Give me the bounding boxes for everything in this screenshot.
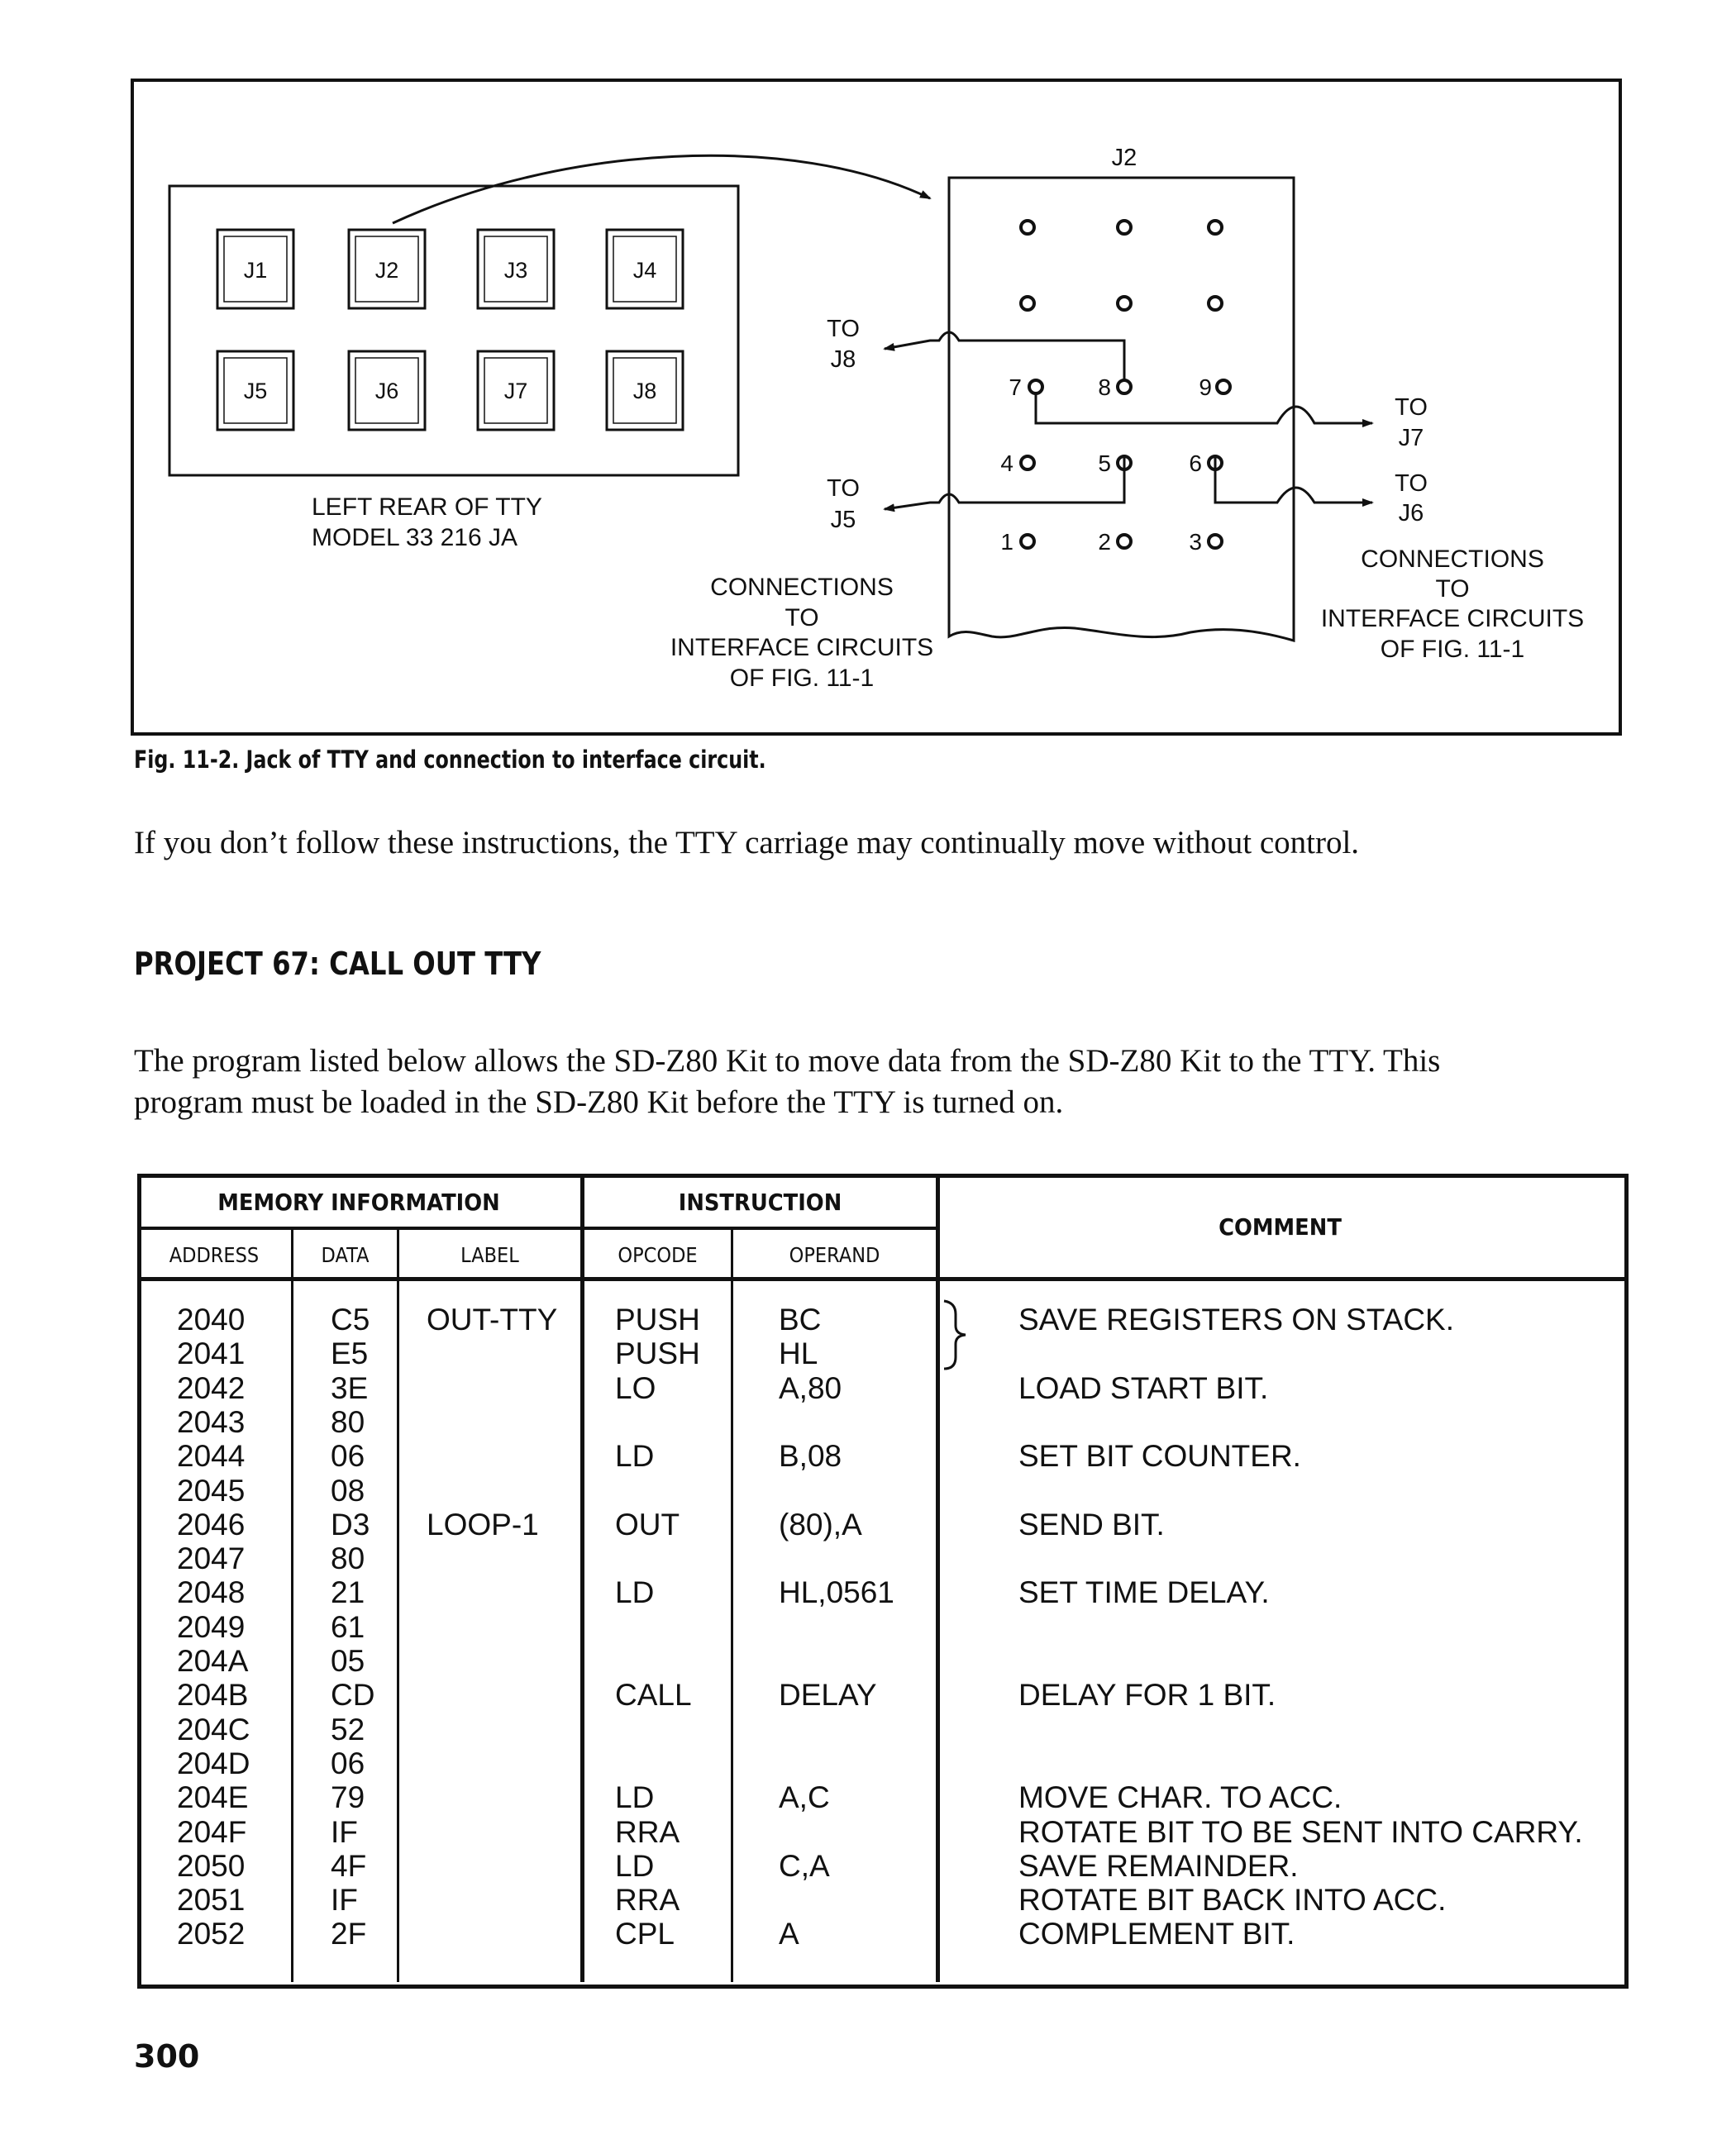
cell-opcode: CALL [615, 1678, 692, 1713]
table-row [137, 1541, 1625, 1575]
table-row [137, 1746, 1625, 1780]
pin-label: 9 [1199, 374, 1212, 400]
cell-address: 2052 [177, 1917, 246, 1951]
paragraph-program-intro-line1: The program listed below allows the SD-Z80 Kit to move data from the SD-Z80 Kit to the TTY. This [134, 1043, 1441, 1079]
cell-data: CD [331, 1678, 375, 1713]
tty-caption: LEFT REAR OF TTY [312, 493, 542, 521]
table-row [137, 1575, 1625, 1609]
to-j5-label: J5 [830, 507, 856, 533]
cell-opcode: RRA [615, 1814, 680, 1849]
cell-address: 2047 [177, 1541, 246, 1576]
tty-jack-figure [0, 0, 1736, 744]
table-row [137, 1610, 1625, 1644]
tty-caption: MODEL 33 216 JA [312, 524, 518, 551]
to-j6-label: J6 [1398, 500, 1424, 527]
cell-data: 52 [331, 1712, 365, 1746]
cell-opcode: OUT [615, 1507, 680, 1541]
cell-data: C5 [331, 1303, 370, 1337]
cell-address: 204C [177, 1712, 250, 1746]
cell-operand: B,08 [779, 1439, 842, 1474]
jack-label: J1 [243, 258, 268, 283]
cell-comment: SET BIT COUNTER. [1018, 1439, 1301, 1474]
jack-label: J5 [243, 379, 268, 403]
cell-operand: DELAY [779, 1678, 877, 1713]
wire-routing [885, 332, 1372, 509]
pointer-arrow [393, 155, 930, 223]
pin-label: 3 [1189, 529, 1202, 555]
cell-data: 80 [331, 1541, 365, 1576]
jack-label: J6 [374, 379, 399, 403]
cell-operand: A [779, 1917, 799, 1951]
jack-label: J7 [503, 379, 528, 403]
header-label: LABEL [460, 1243, 519, 1267]
cell-operand: HL,0561 [779, 1575, 894, 1610]
table-row [137, 1508, 1625, 1541]
cell-address: 2050 [177, 1848, 246, 1883]
cell-address: 2041 [177, 1337, 246, 1371]
jack-label: J8 [632, 379, 657, 403]
table-row [137, 1849, 1625, 1883]
cell-data: 05 [331, 1644, 365, 1678]
to-j8-label: J8 [830, 346, 856, 373]
cell-opcode: LD [615, 1439, 655, 1474]
to-j7-label: J7 [1398, 425, 1424, 451]
cell-address: 2045 [177, 1473, 246, 1508]
cell-address: 2046 [177, 1507, 246, 1541]
cell-address: 2048 [177, 1575, 246, 1610]
table-row [137, 1439, 1625, 1473]
header-opcode: OPCODE [618, 1243, 698, 1267]
cell-opcode: RRA [615, 1883, 680, 1918]
cell-address: 204E [177, 1780, 249, 1815]
cell-address: 2042 [177, 1370, 246, 1405]
cell-operand: A,80 [779, 1370, 842, 1405]
table-divider [137, 1277, 1625, 1281]
connections-note-right: TO [1435, 575, 1470, 603]
cell-data: 61 [331, 1609, 365, 1644]
cell-opcode: PUSH [615, 1303, 700, 1337]
pin-label: 8 [1098, 374, 1111, 400]
to-j7-label: TO [1395, 394, 1428, 421]
to-j6-label: TO [1395, 470, 1428, 497]
pin-label: 4 [1000, 450, 1013, 476]
cell-label: LOOP-1 [427, 1507, 539, 1541]
jack-grid [217, 230, 683, 430]
table-row [137, 1371, 1625, 1405]
table-row [137, 1815, 1625, 1849]
cell-address: 2049 [177, 1609, 246, 1644]
header-operand: OPERAND [789, 1243, 880, 1267]
cell-comment: SAVE REMAINDER. [1018, 1848, 1299, 1883]
cell-opcode: LD [615, 1780, 655, 1815]
cell-address: 2051 [177, 1883, 246, 1918]
connections-note-right: CONNECTIONS [1361, 546, 1544, 573]
cell-comment: LOAD START BIT. [1018, 1370, 1269, 1405]
j2-title: J2 [1111, 145, 1137, 171]
header-comment: COMMENT [1219, 1213, 1342, 1241]
cell-data: IF [331, 1883, 358, 1918]
cell-operand: C,A [779, 1848, 830, 1883]
cell-address: 204B [177, 1678, 249, 1713]
header-address: ADDRESS [169, 1243, 260, 1267]
cell-opcode: PUSH [615, 1337, 700, 1371]
cell-address: 204A [177, 1644, 249, 1678]
j2-connector-body [949, 178, 1294, 641]
cell-data: 06 [331, 1439, 365, 1474]
cell-data: 06 [331, 1746, 365, 1780]
cell-data: 79 [331, 1780, 365, 1815]
connections-note-left: TO [785, 604, 819, 631]
table-divider [291, 1228, 293, 1278]
table-row [137, 1303, 1625, 1337]
cell-comment: SET TIME DELAY. [1018, 1575, 1270, 1610]
header-instruction: INSTRUCTION [678, 1189, 842, 1216]
cell-opcode: LD [615, 1575, 655, 1610]
paragraph-program-intro-line2: program must be loaded in the SD-Z80 Kit before the TTY is turned on. [134, 1084, 1064, 1120]
table-row [137, 1474, 1625, 1508]
project-heading: PROJECT 67: CALL OUT TTY [134, 946, 541, 982]
cell-data: 80 [331, 1404, 365, 1439]
jack-label: J3 [503, 258, 528, 283]
cell-comment: SEND BIT. [1018, 1507, 1165, 1541]
cell-opcode: CPL [615, 1917, 675, 1951]
cell-data: IF [331, 1814, 358, 1849]
cell-data: 2F [331, 1917, 367, 1951]
paragraph-instructions: If you don’t follow these instructions, the TTY carriage may continually move without control. [134, 825, 1360, 860]
table-row [137, 1883, 1625, 1917]
cell-comment: COMPLEMENT BIT. [1018, 1917, 1295, 1951]
table-row [137, 1644, 1625, 1678]
pin-label: 1 [1000, 529, 1013, 555]
cell-address: 204F [177, 1814, 247, 1849]
pin-label: 7 [1009, 374, 1022, 400]
cell-comment: SAVE REGISTERS ON STACK. [1018, 1303, 1455, 1337]
cell-data: 3E [331, 1370, 369, 1405]
connections-note-left: OF FIG. 11-1 [729, 665, 875, 692]
jack-label: J2 [374, 258, 399, 283]
cell-operand: BC [779, 1303, 822, 1337]
table-row [137, 1678, 1625, 1712]
header-memory-information: MEMORY INFORMATION [217, 1189, 500, 1216]
pin-label: 2 [1098, 529, 1111, 555]
header-data: DATA [321, 1243, 370, 1267]
cell-data: 08 [331, 1473, 365, 1508]
to-j8-label: TO [827, 316, 860, 342]
cell-comment: MOVE CHAR. TO ACC. [1018, 1780, 1343, 1815]
connections-note-right: OF FIG. 11-1 [1380, 636, 1525, 663]
cell-address: 2040 [177, 1303, 246, 1337]
connections-note-left: INTERFACE CIRCUITS [670, 634, 934, 661]
program-listing-table [137, 1174, 1625, 1984]
cell-opcode: LD [615, 1848, 655, 1883]
table-row [137, 1917, 1625, 1951]
page-number: 300 [134, 2038, 200, 2075]
table-row [137, 1713, 1625, 1746]
cell-address: 2043 [177, 1404, 246, 1439]
cell-label: OUT-TTY [427, 1303, 558, 1337]
figure-caption: Fig. 11-2. Jack of TTY and connection to interface circuit. [134, 746, 766, 774]
jack-label: J4 [632, 258, 657, 283]
cell-data: D3 [331, 1507, 370, 1541]
cell-operand: (80),A [779, 1507, 862, 1541]
cell-opcode: LO [615, 1370, 656, 1405]
pin-label: 5 [1098, 450, 1111, 476]
connections-note-right: INTERFACE CIRCUITS [1320, 605, 1585, 632]
cell-comment: DELAY FOR 1 BIT. [1018, 1678, 1276, 1713]
table-row [137, 1405, 1625, 1439]
cell-data: E5 [331, 1337, 369, 1371]
cell-address: 2044 [177, 1439, 246, 1474]
table-row [137, 1337, 1625, 1370]
cell-operand: HL [779, 1337, 818, 1371]
connections-note-left: CONNECTIONS [710, 574, 894, 601]
cell-operand: A,C [779, 1780, 830, 1815]
cell-comment: ROTATE BIT TO BE SENT INTO CARRY. [1018, 1814, 1583, 1849]
table-row [137, 1780, 1625, 1814]
cell-comment: ROTATE BIT BACK INTO ACC. [1018, 1883, 1447, 1918]
cell-data: 4F [331, 1848, 367, 1883]
to-j5-label: TO [827, 475, 860, 502]
table-divider [137, 1227, 937, 1230]
cell-data: 21 [331, 1575, 365, 1610]
cell-address: 204D [177, 1746, 250, 1780]
pin-label: 6 [1189, 450, 1202, 476]
